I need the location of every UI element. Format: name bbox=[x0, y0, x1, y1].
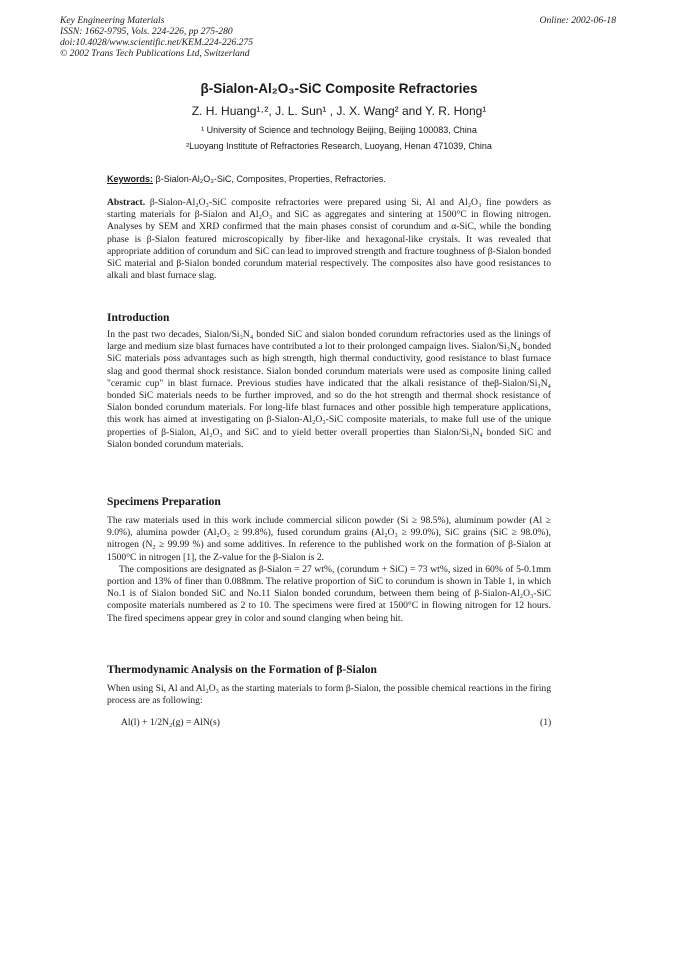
keywords-label: Keywords: bbox=[107, 174, 154, 184]
specimens-paragraph-1: The raw materials used in this work include commercial silicon powder (Si ≥ 98.5%), aluminum powder (Al ≥ 9.0%), alumina powder (Al₂O₃ ≥ 99.8%), fused corundum grains (Al₂O₃ ≥ 99.0%), SiC grains (SiC ≥ 98.0%), nitrogen (N₂ ≥ 99.99 %) and some additives. In reference to the published work on the formation of β-Sialon at 1500°C in nitrogen [1], the Z-value for the β-Sialon is 2. bbox=[107, 515, 551, 563]
doi-link[interactable]: doi:10.4028/www.scientific.net/KEM.224-226.275 bbox=[60, 37, 254, 48]
paper-title: β-Sialon-Al₂O₃-SiC Composite Refractories bbox=[200, 81, 478, 96]
introduction-body bbox=[107, 329, 551, 451]
issn-line: ISSN: 1662-9795, Vols. 224-226, pp 275-280 bbox=[60, 26, 233, 37]
specimens-paragraph-2: The compositions are designated as β-Sialon = 27 wt%, (corundum + SiC) = 73 wt%, sized in 60% of 5-0.1mm portion and 13% of finer than 0.088mm. The relative proportion of SiC to corundum is shown in Table 1, in which No.1 is of Sialon bonded SiC and No.11 Sialon bonded corundum, between them being of β-Sialon-Al₂O₃-SiC composite materials numbered as 2 to 10. The specimens were fired at 1500°C in flowing nitrogen for 12 hours. The fired specimens appear grey in color and sound clanging when being hit. bbox=[107, 563, 551, 624]
thermo-body bbox=[107, 683, 551, 707]
introduction-text: In the past two decades, Sialon/Si₃N₄ bonded SiC and sialon bonded corundum refractories used as the linings of large and medium size blast furnaces have contributed a lot to their prolonged campaign lives. Sialon/Si₃N₄ bonded SiC materials poss advantages such as high strength, high thermal conductivity, good resistance to blast furnace slag and good thermal shock resistance. Sialon bonded corundum materials were used as composite lining called "ceramic cup" in blast furnace. Previous studies have indicated that the alkali resistance of theβ-Sialon/Si₃N₄ bonded SiC materials needs to be further improved, and so do the hot strength and thermal shock resistance of Sialon bonded corundum materials. For long-life blast furnaces and other possible high temperature applications, this work has aimed at investigating on β-Sialon-Al₂O₃-SiC composite materials, to make full use of the unique properties of β-Sialon, Al₂O₃ and SiC and to yield better overall properties than Sialon/Si₃N₄ bonded SiC and Sialon bonded corundum materials. bbox=[107, 329, 551, 450]
abstract-label: Abstract. bbox=[107, 197, 146, 208]
journal-header bbox=[60, 15, 253, 59]
abstract-text: β-Sialon-Al₂O₃-SiC composite refractories were prepared using Si, Al and Al₂O₃ fine powders as starting materials for β-Sialon and Al₂O₃ and SiC as aggregates and sintering at 1500°C in flowing nitrogen. Analyses by SEM and XRD confirmed that the main phases consist of corundum and α-SiC, while the bonding phase is β-Sialon featured microscopically by fiber-like and hexagonal-like crystals. It was revealed that appropriate addition of corundum and SiC can lead to improved strength and fracture toughness of β-Sialon bonded SiC material and β-Sialon bonded corundum material respectively. The composites also have good resistances to alkali and blast furnace slag. bbox=[107, 197, 551, 282]
equation-number-1: (1) bbox=[540, 717, 552, 728]
online-date: Online: 2002-06-18 bbox=[539, 15, 616, 26]
affiliation-1: ¹ University of Science and technology Beijing, Beijing 100083, China bbox=[201, 125, 477, 135]
specimens-heading: Specimens Preparation bbox=[107, 496, 221, 508]
introduction-heading: Introduction bbox=[107, 312, 170, 324]
thermo-text: When using Si, Al and Al₂O₃ as the starting materials to form β-Sialon, the possible chemical reactions in the firing process are as following: bbox=[107, 683, 551, 707]
keywords-text: β-Sialon-Al₂O₃-SiC, Composites, Properties, Refractories. bbox=[155, 174, 386, 184]
keywords bbox=[107, 174, 386, 184]
copyright-line: © 2002 Trans Tech Publications Ltd, Switzerland bbox=[60, 48, 250, 59]
authors-line: Z. H. Huang¹·², J. L. Sun¹ , J. X. Wang² and Y. R. Hong¹ bbox=[191, 104, 487, 118]
specimens-body bbox=[107, 515, 551, 625]
equation-1: Al(l) + 1/2N₂(g) = AlN(s) bbox=[121, 717, 220, 728]
thermo-heading: Thermodynamic Analysis on the Formation of β-Sialon bbox=[107, 664, 377, 676]
journal-name: Key Engineering Materials bbox=[60, 15, 165, 26]
abstract bbox=[107, 197, 551, 282]
affiliation-2: ²Luoyang Institute of Refractories Research, Luoyang, Henan 471039, China bbox=[186, 141, 492, 151]
